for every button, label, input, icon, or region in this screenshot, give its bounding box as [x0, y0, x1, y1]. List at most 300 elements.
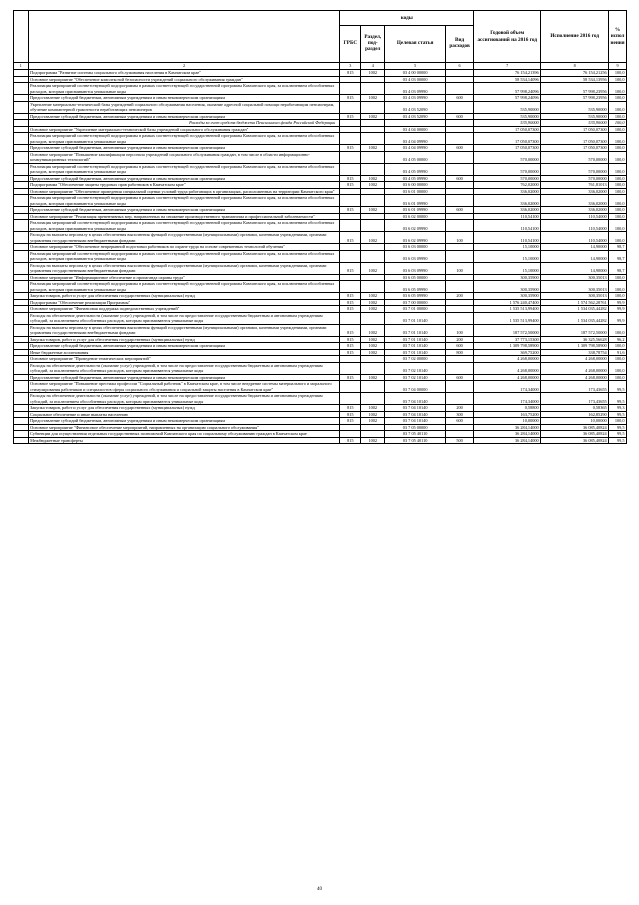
cell-razdel: 1002 [361, 437, 385, 444]
table-row [14, 232, 627, 244]
cell-name: Расходы на выплаты персоналу в целях обеспечения выполнения функций государственными (муниципальными) органами, казенными учреждениями, органами управления государственными внебюджетными фондами [28, 324, 340, 336]
cell-annual-budget: 1 535 513,99400 [474, 312, 541, 324]
cell-blank [14, 195, 29, 207]
cell-annual-budget: 174,34000 [474, 381, 541, 393]
cell-expense-type: 600 [445, 374, 473, 381]
header-blank-2 [28, 11, 340, 63]
table-row [14, 163, 627, 175]
cell-razdel: 1002 [361, 182, 385, 189]
cell-percent: 100,0 [609, 76, 627, 83]
cell-annual-budget: 15,10000 [474, 262, 541, 274]
cell-blank [14, 281, 29, 293]
cell-execution: 570,00000 [541, 163, 609, 175]
table-row [14, 83, 627, 95]
cell-expense-type: 600 [445, 145, 473, 152]
cell-name: Предоставление субсидий бюджетным, автономным учреждениям и иным некоммерческим организациям [28, 113, 340, 120]
table-row [14, 250, 627, 262]
cell-execution: 300,35013 [541, 293, 609, 300]
cell-target-article: 03 6 05 09990 [385, 293, 446, 300]
cell-target-article: 03 7 05 00000 [385, 424, 446, 431]
cell-name: Расходы на обеспечение деятельности (оказание услуг) учреждений, в том числе на предоставление государственным бюджетным и автономным учреждениям субсидий, за исключением обособленных расходов, которым присваиваются уникальные коды [28, 362, 340, 374]
cell-razdel: 1002 [361, 175, 385, 182]
cell-expense-type [445, 220, 473, 232]
header-column-numbers [14, 63, 627, 70]
cell-target-article: 03 6 01 09990 [385, 207, 446, 214]
cell-razdel: 1002 [361, 411, 385, 418]
cell-percent: 100,0 [609, 293, 627, 300]
cell-execution: 300,35013 [541, 274, 609, 281]
cell-target-article: 03 6 05 09990 [385, 281, 446, 293]
cell-expense-type: 600 [445, 95, 473, 102]
cell-grbs: 815 [340, 306, 361, 313]
cell-grbs [340, 83, 361, 95]
cell-name: Основное мероприятие "Укрепление материально-технической базы учреждений социального обслуживания граждан" [28, 126, 340, 133]
cell-execution: 535,90000 [541, 120, 609, 127]
cell-annual-budget: 300,35900 [474, 274, 541, 281]
table-row [14, 195, 627, 207]
cell-name: Основное мероприятие "Проведение тематических мероприятий" [28, 356, 340, 363]
cell-target-article: 03 7 01 10140 [385, 324, 446, 336]
cell-razdel [361, 163, 385, 175]
header-grbs: ГРБС [340, 26, 361, 63]
cell-expense-type [445, 195, 473, 207]
cell-grbs: 815 [340, 324, 361, 336]
cell-target-article: 03 4 03 09990 [385, 95, 446, 102]
cell-grbs: 815 [340, 70, 361, 77]
cell-expense-type [445, 133, 473, 145]
cell-razdel: 1002 [361, 405, 385, 412]
cell-execution: 4 268,00000 [541, 362, 609, 374]
cell-execution: 338,78754 [541, 349, 609, 356]
table-row [14, 220, 627, 232]
cell-name: Расходы на обеспечение деятельности (оказание услуг) учреждений, в том числе на предоставление государственным бюджетным и автономным учреждениям субсидий, за исключением обособленных расходов, которым присваиваются уникальные коды [28, 393, 340, 405]
col-number: 2 [28, 63, 340, 70]
cell-blank [14, 163, 29, 175]
cell-annual-budget: 36 284,14000 [474, 431, 541, 438]
cell-target-article: 03 6 01 00000 [385, 188, 446, 195]
cell-percent: 100,0 [609, 324, 627, 336]
cell-execution: 336,02000 [541, 188, 609, 195]
cell-grbs: 815 [340, 343, 361, 350]
cell-expense-type [445, 151, 473, 163]
cell-target-article: 03 6 03 09990 [385, 250, 446, 262]
cell-grbs: 815 [340, 207, 361, 214]
cell-razdel: 1002 [361, 262, 385, 274]
cell-name: Предоставление субсидий бюджетным, автономным учреждениям и иным некоммерческим организациям [28, 145, 340, 152]
cell-execution: 110,54000 [541, 220, 609, 232]
cell-grbs [340, 393, 361, 405]
cell-blank [14, 381, 29, 393]
cell-razdel: 1002 [361, 293, 385, 300]
cell-expense-type [445, 83, 473, 95]
cell-target-article: 03 7 01 10140 [385, 312, 446, 324]
table-row [14, 381, 627, 393]
cell-percent: 100,0 [609, 356, 627, 363]
cell-target-article: 03 7 02 10140 [385, 374, 446, 381]
cell-grbs: 815 [340, 299, 361, 306]
cell-target-article: 03 6 01 09990 [385, 195, 446, 207]
cell-razdel: 1002 [361, 349, 385, 356]
cell-blank [14, 362, 29, 374]
cell-execution: 76 154,21256 [541, 70, 609, 77]
cell-execution: 761,81013 [541, 182, 609, 189]
cell-percent: 100,0 [609, 95, 627, 102]
cell-percent: 100,0 [609, 213, 627, 220]
cell-percent: 100,0 [609, 182, 627, 189]
cell-name: Основное мероприятие "Финансовое обеспечение мероприятий, направленных на организацию социального обслуживания" [28, 424, 340, 431]
cell-target-article: 03 7 04 00000 [385, 381, 446, 393]
cell-blank [14, 324, 29, 336]
header-celevaya: Целевая статья [385, 26, 446, 63]
cell-percent: 100,0 [609, 195, 627, 207]
cell-expense-type: 100 [445, 324, 473, 336]
cell-name: Иные бюджетные ассигнования [28, 349, 340, 356]
cell-blank [14, 83, 29, 95]
cell-annual-budget: 300,35900 [474, 293, 541, 300]
cell-target-article: 03 6 02 09990 [385, 232, 446, 244]
cell-target-article: 03 6 03 09990 [385, 262, 446, 274]
cell-annual-budget: 1 535 513,99400 [474, 306, 541, 313]
cell-target-article: 03 4 00 00000 [385, 70, 446, 77]
cell-expense-type [445, 163, 473, 175]
cell-grbs: 815 [340, 418, 361, 425]
cell-annual-budget: 36 284,14000 [474, 437, 541, 444]
cell-blank [14, 393, 29, 405]
cell-blank [14, 151, 29, 163]
cell-expense-type: 600 [445, 418, 473, 425]
cell-percent: 100,0 [609, 163, 627, 175]
header-razdel: Раздел, под-раздел [361, 26, 385, 63]
cell-execution: 58 534,13956 [541, 76, 609, 83]
table-row [14, 188, 627, 195]
cell-execution: 36 085,40824 [541, 424, 609, 431]
cell-execution: 17 050,07300 [541, 126, 609, 133]
cell-target-article: 03 6 02 00000 [385, 213, 446, 220]
cell-name: Предоставление субсидий бюджетным, автономным учреждениям и иным некоммерческим организациям [28, 374, 340, 381]
cell-name: Предоставление субсидий бюджетным, автономным учреждениям и иным некоммерческим организациям [28, 343, 340, 350]
cell-target-article: 03 4 04 09990 [385, 145, 446, 152]
cell-execution: 570,00000 [541, 175, 609, 182]
cell-execution: 110,54000 [541, 232, 609, 244]
cell-percent: 100,0 [609, 232, 627, 244]
cell-execution: 110,54000 [541, 213, 609, 220]
cell-name: Подпрограмма "Обеспечение защиты трудовых прав работников в Камчатском крае" [28, 182, 340, 189]
cell-target-article: 03 4 05 09990 [385, 175, 446, 182]
cell-expense-type: 300 [445, 411, 473, 418]
cell-razdel [361, 362, 385, 374]
cell-annual-budget: 37 773,15300 [474, 336, 541, 343]
header-annual-budget: Годовой объем ассигнований на 2016 год [474, 11, 541, 63]
header-vid: Вид расходов [445, 26, 473, 63]
cell-target-article: 03 7 04 10140 [385, 405, 446, 412]
header-codes: коды [340, 11, 474, 26]
cell-percent: 98,7 [609, 250, 627, 262]
cell-expense-type [445, 381, 473, 393]
cell-razdel [361, 381, 385, 393]
cell-name: Расходы на обеспечение деятельности (оказание услуг) учреждений, в том числе на предоставление государственным бюджетным и автономным учреждениям субсидий, за исключением обособленных расходов, которым присваиваются уникальные коды [28, 312, 340, 324]
cell-razdel [361, 133, 385, 145]
cell-percent: 98,7 [609, 244, 627, 251]
cell-blank [14, 232, 29, 244]
cell-grbs: 815 [340, 95, 361, 102]
cell-percent: 99,5 [609, 431, 627, 438]
table-row [14, 262, 627, 274]
cell-razdel: 1002 [361, 95, 385, 102]
cell-name: Реализация мероприятий соответствующей подпрограммы в рамках соответствующей государственной программы Камчатского края, за исключением обособленных расходов, которым присваиваются уникальные коды [28, 163, 340, 175]
cell-target-article: 03 4 03 09990 [385, 83, 446, 95]
cell-expense-type [445, 281, 473, 293]
cell-grbs [340, 362, 361, 374]
cell-grbs: 815 [340, 113, 361, 120]
cell-execution: 10,00000 [541, 418, 609, 425]
cell-percent: 100,0 [609, 207, 627, 214]
cell-grbs [340, 250, 361, 262]
cell-grbs [340, 163, 361, 175]
cell-razdel: 1002 [361, 113, 385, 120]
cell-name: Расходы за счет средств бюджета Пенсионного фонда Российской Федерации [28, 120, 340, 127]
cell-razdel [361, 312, 385, 324]
cell-name: Основное мероприятие "Повышение квалификации персонала учреждений социального обслуживания граждан, в том числе в области информационно-коммуникационных технологий" [28, 151, 340, 163]
cell-name: Реализация мероприятий соответствующей подпрограммы в рамках соответствующей государственной программы Камчатского края, за исключением обособленных расходов, которым присваиваются уникальные коды [28, 281, 340, 293]
cell-execution: 14,90000 [541, 250, 609, 262]
cell-expense-type: 600 [445, 207, 473, 214]
cell-percent: 100,0 [609, 374, 627, 381]
cell-razdel: 1002 [361, 306, 385, 313]
cell-expense-type: 200 [445, 405, 473, 412]
cell-name: Предоставление субсидий бюджетным, автономным учреждениям и иным некоммерческим организациям [28, 418, 340, 425]
cell-grbs: 815 [340, 175, 361, 182]
cell-name: Подпрограмма "Развитие системы социального обслуживания населения в Камчатском крае" [28, 70, 340, 77]
header-row-top [14, 11, 627, 26]
cell-execution: 336,02000 [541, 207, 609, 214]
cell-execution: 14,90000 [541, 244, 609, 251]
cell-execution: 1 309 798,58900 [541, 343, 609, 350]
cell-target-article: 03 7 00 00000 [385, 299, 446, 306]
cell-target-article: 03 7 05 40110 [385, 431, 446, 438]
table-row [14, 324, 627, 336]
cell-annual-budget: 15,10000 [474, 250, 541, 262]
cell-name: Основное мероприятие "Повышение престижа профессии "Социальный работник" в Камчатском крае, в том числе внедрение системы материального и морального стимулирования работников и специалистов сферы социального обслуживания и социальной защиты населения в Камчатском крае" [28, 381, 340, 393]
cell-target-article: 03 6 00 00000 [385, 182, 446, 189]
cell-annual-budget: 57 998,24096 [474, 95, 541, 102]
cell-name: Предоставление субсидий бюджетным, автономным учреждениям и иным некоммерческим организациям [28, 207, 340, 214]
cell-expense-type: 100 [445, 232, 473, 244]
cell-execution: 162,85290 [541, 411, 609, 418]
cell-grbs: 815 [340, 232, 361, 244]
cell-grbs: 815 [340, 182, 361, 189]
cell-annual-budget: 58 534,14096 [474, 76, 541, 83]
cell-execution: 36 085,40824 [541, 437, 609, 444]
cell-name: Основное мероприятие "Информационное обеспечение и пропаганда охраны труда" [28, 274, 340, 281]
cell-execution: 17 050,07300 [541, 133, 609, 145]
cell-razdel: 1002 [361, 418, 385, 425]
cell-target-article: 03 7 04 10140 [385, 393, 446, 405]
cell-target-article: 03 7 02 10140 [385, 362, 446, 374]
cell-annual-budget: 369,75200 [474, 349, 541, 356]
cell-annual-budget: 570,00000 [474, 175, 541, 182]
cell-percent: 99,5 [609, 424, 627, 431]
cell-grbs [340, 220, 361, 232]
cell-razdel [361, 220, 385, 232]
cell-blank [14, 262, 29, 274]
cell-target-article: 03 7 01 10140 [385, 349, 446, 356]
cell-razdel [361, 281, 385, 293]
cell-annual-budget: 762,02000 [474, 182, 541, 189]
cell-execution: 1 534 035,44282 [541, 306, 609, 313]
cell-annual-budget: 1 576 240,47400 [474, 299, 541, 306]
cell-expense-type: 200 [445, 293, 473, 300]
header-execution: Исполнение 2016 год [541, 11, 609, 63]
cell-percent: 99,5 [609, 411, 627, 418]
cell-expense-type: 800 [445, 349, 473, 356]
cell-execution: 535,90000 [541, 113, 609, 120]
cell-annual-budget: 4 268,00000 [474, 356, 541, 363]
cell-name: Реализация мероприятий соответствующей подпрограммы в рамках соответствующей государственной программы Камчатского края, за исключением обособленных расходов, которым присваиваются уникальные коды [28, 220, 340, 232]
cell-expense-type: 600 [445, 113, 473, 120]
cell-target-article: 03 4 03 52090 [385, 101, 446, 113]
cell-grbs [340, 312, 361, 324]
cell-name: Реализация мероприятий соответствующей подпрограммы в рамках соответствующей государственной программы Камчатского края, за исключением обособленных расходов, которым присваиваются уникальные коды [28, 133, 340, 145]
cell-grbs [340, 281, 361, 293]
cell-razdel: 1002 [361, 232, 385, 244]
cell-percent: 100,0 [609, 151, 627, 163]
cell-name: Расходы на выплаты персоналу в целях обеспечения выполнения функций государственными (муниципальными) органами, казенными учреждениями, органами управления государственными внебюджетными фондами [28, 262, 340, 274]
cell-annual-budget: 76 154,21396 [474, 70, 541, 77]
cell-execution: 570,00000 [541, 151, 609, 163]
cell-percent: 100,0 [609, 120, 627, 127]
cell-percent: 99,3 [609, 405, 627, 412]
col-number: 7 [474, 63, 541, 70]
cell-percent: 99,9 [609, 312, 627, 324]
cell-name: Подпрограмма "Обеспечение реализации Программы" [28, 299, 340, 306]
col-number: 8 [541, 63, 609, 70]
cell-expense-type: 100 [445, 262, 473, 274]
cell-razdel [361, 101, 385, 113]
cell-annual-budget: 15,10000 [474, 244, 541, 251]
cell-name: Расходы на выплаты персоналу в целях обеспечения выполнения функций государственными (муниципальными) органами, казенными учреждениями, органами управления государственными внебюджетными фондами [28, 232, 340, 244]
cell-annual-budget: 570,00000 [474, 151, 541, 163]
cell-annual-budget: 4 268,00000 [474, 374, 541, 381]
cell-target-article: 03 4 04 09990 [385, 133, 446, 145]
cell-razdel: 1002 [361, 324, 385, 336]
table-row [14, 393, 627, 405]
cell-razdel [361, 393, 385, 405]
cell-execution: 0,58365 [541, 405, 609, 412]
table-row [14, 281, 627, 293]
cell-percent: 99,5 [609, 381, 627, 393]
cell-grbs [340, 195, 361, 207]
cell-grbs: 815 [340, 145, 361, 152]
cell-grbs: 815 [340, 437, 361, 444]
cell-name: Укрепление материально-технической базы учреждений социального обслуживания населения, оказание адресной социальной помощи неработающим пенсионерам, обучение компьютерной грамотности неработающих пенсионеров [28, 101, 340, 113]
cell-execution: 1 534 035,44282 [541, 312, 609, 324]
cell-target-article: 03 6 03 00000 [385, 244, 446, 251]
table-row [14, 437, 627, 444]
cell-grbs [340, 133, 361, 145]
cell-name: Межбюджетные трансферты [28, 437, 340, 444]
cell-name: Реализация мероприятий соответствующей подпрограммы в рамках соответствующей государственной программы Камчатского края, за исключением обособленных расходов, которым присваиваются уникальные коды [28, 83, 340, 95]
cell-razdel: 1002 [361, 343, 385, 350]
cell-percent: 100,0 [609, 343, 627, 350]
cell-execution: 4 268,00000 [541, 356, 609, 363]
cell-annual-budget: 17 050,07300 [474, 126, 541, 133]
cell-execution: 36 325,56628 [541, 336, 609, 343]
cell-annual-budget: 110,54100 [474, 232, 541, 244]
cell-target-article: 03 7 02 00000 [385, 356, 446, 363]
cell-grbs [340, 151, 361, 163]
cell-expense-type: 200 [445, 336, 473, 343]
cell-percent: 99,5 [609, 393, 627, 405]
cell-expense-type [445, 312, 473, 324]
cell-annual-budget: 187 572,50000 [474, 324, 541, 336]
cell-annual-budget: 535,90000 [474, 101, 541, 113]
col-number: 1 [14, 63, 29, 70]
cell-grbs [340, 101, 361, 113]
cell-name: Закупка товаров, работ и услуг для обеспечения государственных (муниципальных) нужд [28, 336, 340, 343]
cell-grbs: 815 [340, 349, 361, 356]
cell-expense-type: 600 [445, 343, 473, 350]
col-number: 4 [361, 63, 385, 70]
budget-execution-table [13, 10, 627, 444]
col-number: 5 [385, 63, 446, 70]
cell-percent: 100,0 [609, 126, 627, 133]
table-body [14, 70, 627, 444]
cell-target-article: 03 7 05 40110 [385, 437, 446, 444]
cell-annual-budget: 336,02000 [474, 207, 541, 214]
cell-execution: 173,43655 [541, 381, 609, 393]
cell-name: Предоставление субсидий бюджетным, автономным учреждениям и иным некоммерческим организациям [28, 95, 340, 102]
cell-percent: 96,2 [609, 336, 627, 343]
cell-target-article: 03 6 05 00000 [385, 274, 446, 281]
cell-annual-budget: 10,00000 [474, 418, 541, 425]
cell-expense-type [445, 101, 473, 113]
cell-name: Закупка товаров, работ и услуг для обеспечения государственных (муниципальных) нужд [28, 405, 340, 412]
cell-razdel: 1002 [361, 207, 385, 214]
cell-percent: 100,0 [609, 101, 627, 113]
cell-blank [14, 133, 29, 145]
cell-expense-type: 500 [445, 437, 473, 444]
cell-annual-budget: 110,54100 [474, 220, 541, 232]
cell-target-article: 03 7 01 00000 [385, 306, 446, 313]
cell-name: Основное мероприятие "Обеспечение проведения специальной оценки условий труда работающих в организациях, расположенных на территории Камчатского края" [28, 188, 340, 195]
cell-execution: 36 085,40824 [541, 431, 609, 438]
cell-annual-budget: 163,75200 [474, 411, 541, 418]
cell-target-article: 03 7 01 10140 [385, 343, 446, 350]
table-row [14, 133, 627, 145]
cell-execution: 173,43655 [541, 393, 609, 405]
cell-percent: 99,5 [609, 437, 627, 444]
cell-percent: 100,0 [609, 113, 627, 120]
cell-annual-budget: 4 268,00000 [474, 362, 541, 374]
cell-razdel: 1002 [361, 374, 385, 381]
table-row [14, 151, 627, 163]
cell-execution: 336,02000 [541, 195, 609, 207]
cell-blank [14, 220, 29, 232]
cell-annual-budget: 110,54100 [474, 213, 541, 220]
header-blank-1 [14, 11, 29, 63]
cell-percent: 99,9 [609, 306, 627, 313]
cell-grbs: 815 [340, 336, 361, 343]
cell-annual-budget: 535,90000 [474, 120, 541, 127]
cell-expense-type [445, 362, 473, 374]
cell-target-article: 03 4 05 00000 [385, 151, 446, 163]
cell-annual-budget: 17 050,07300 [474, 133, 541, 145]
cell-grbs: 815 [340, 293, 361, 300]
cell-name: Предоставление субсидий бюджетным, автономным учреждениям и иным некоммерческим организациям [28, 175, 340, 182]
cell-grbs: 815 [340, 405, 361, 412]
cell-name: Основное мероприятие "Реализация превентивных мер, направленных на снижение производственного травматизма и профессиональной заболеваемости" [28, 213, 340, 220]
cell-annual-budget: 336,02000 [474, 188, 541, 195]
